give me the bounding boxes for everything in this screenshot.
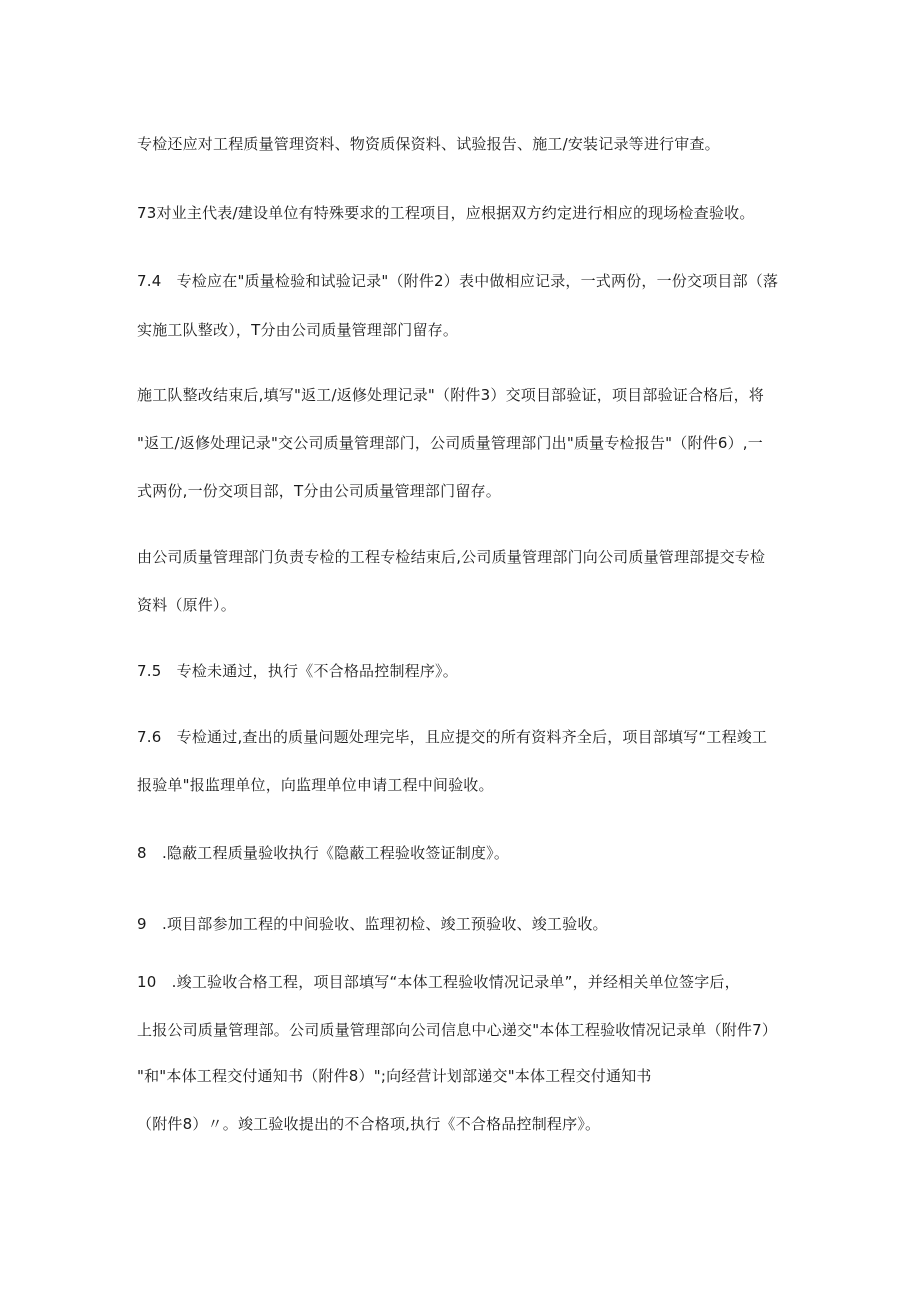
text-line: 由公司质量管理部门负责专检的工程专检结束后,公司质量管理部门向公司质量管理部提交专检 [137,548,766,566]
text-line: （附件8）〃。竣工验收提出的不合格项,执行《不合格品控制程序》。 [137,1115,601,1133]
text-line: 施工队整改结束后,填写"返工/返修处理记录"（附件3）交项目部验证，项目部验证合格后，将 [137,386,764,404]
text-line: 10 .竣工验收合格工程，项目部填写“本体工程验收情况记录单”，并经相关单位签字后， [137,973,740,991]
text-line: 7.5 专检未通过，执行《不合格品控制程序》。 [137,662,458,680]
text-line: 式两份,一份交项目部，T分由公司质量管理部门留存。 [137,482,501,500]
text-line: "返工/返修处理记录"交公司质量管理部门，公司质量管理部门出"质量专检报告"（附件6）,一 [137,434,763,452]
text-line: 实施工队整改），T分由公司质量管理部门留存。 [137,321,459,339]
text-line: 9 .项目部参加工程的中间验收、监理初检、竣工预验收、竣工验收。 [137,915,608,933]
text-line: 73对业主代表/建设单位有特殊要求的工程项目，应根据双方约定进行相应的现场检查验收。 [137,204,755,222]
text-line: 8 .隐蔽工程质量验收执行《隐蔽工程验收签证制度》。 [137,844,510,862]
text-line: 资料（原件）。 [137,596,236,614]
text-line: "和"本体工程交付通知书（附件8）";向经营计划部递交"本体工程交付通知书 [137,1067,652,1085]
text-line: 7.4 专检应在"质量检验和试验记录"（附件2）表中做相应记录，一式两份，一份交项目部（落 [137,272,779,290]
text-line: 7.6 专检通过,查出的质量问题处理完毕，且应提交的所有资料齐全后，项目部填写“工程竣工 [137,728,768,746]
text-line: 上报公司质量管理部。公司质量管理部向公司信息中心递交"本体工程验收情况记录单（附件7） [137,1021,778,1039]
text-line: 专检还应对工程质量管理资料、物资质保资料、试验报告、施工/安装记录等进行审查。 [137,135,720,153]
text-line: 报验单"报监理单位，向监理单位申请工程中间验收。 [137,776,494,794]
